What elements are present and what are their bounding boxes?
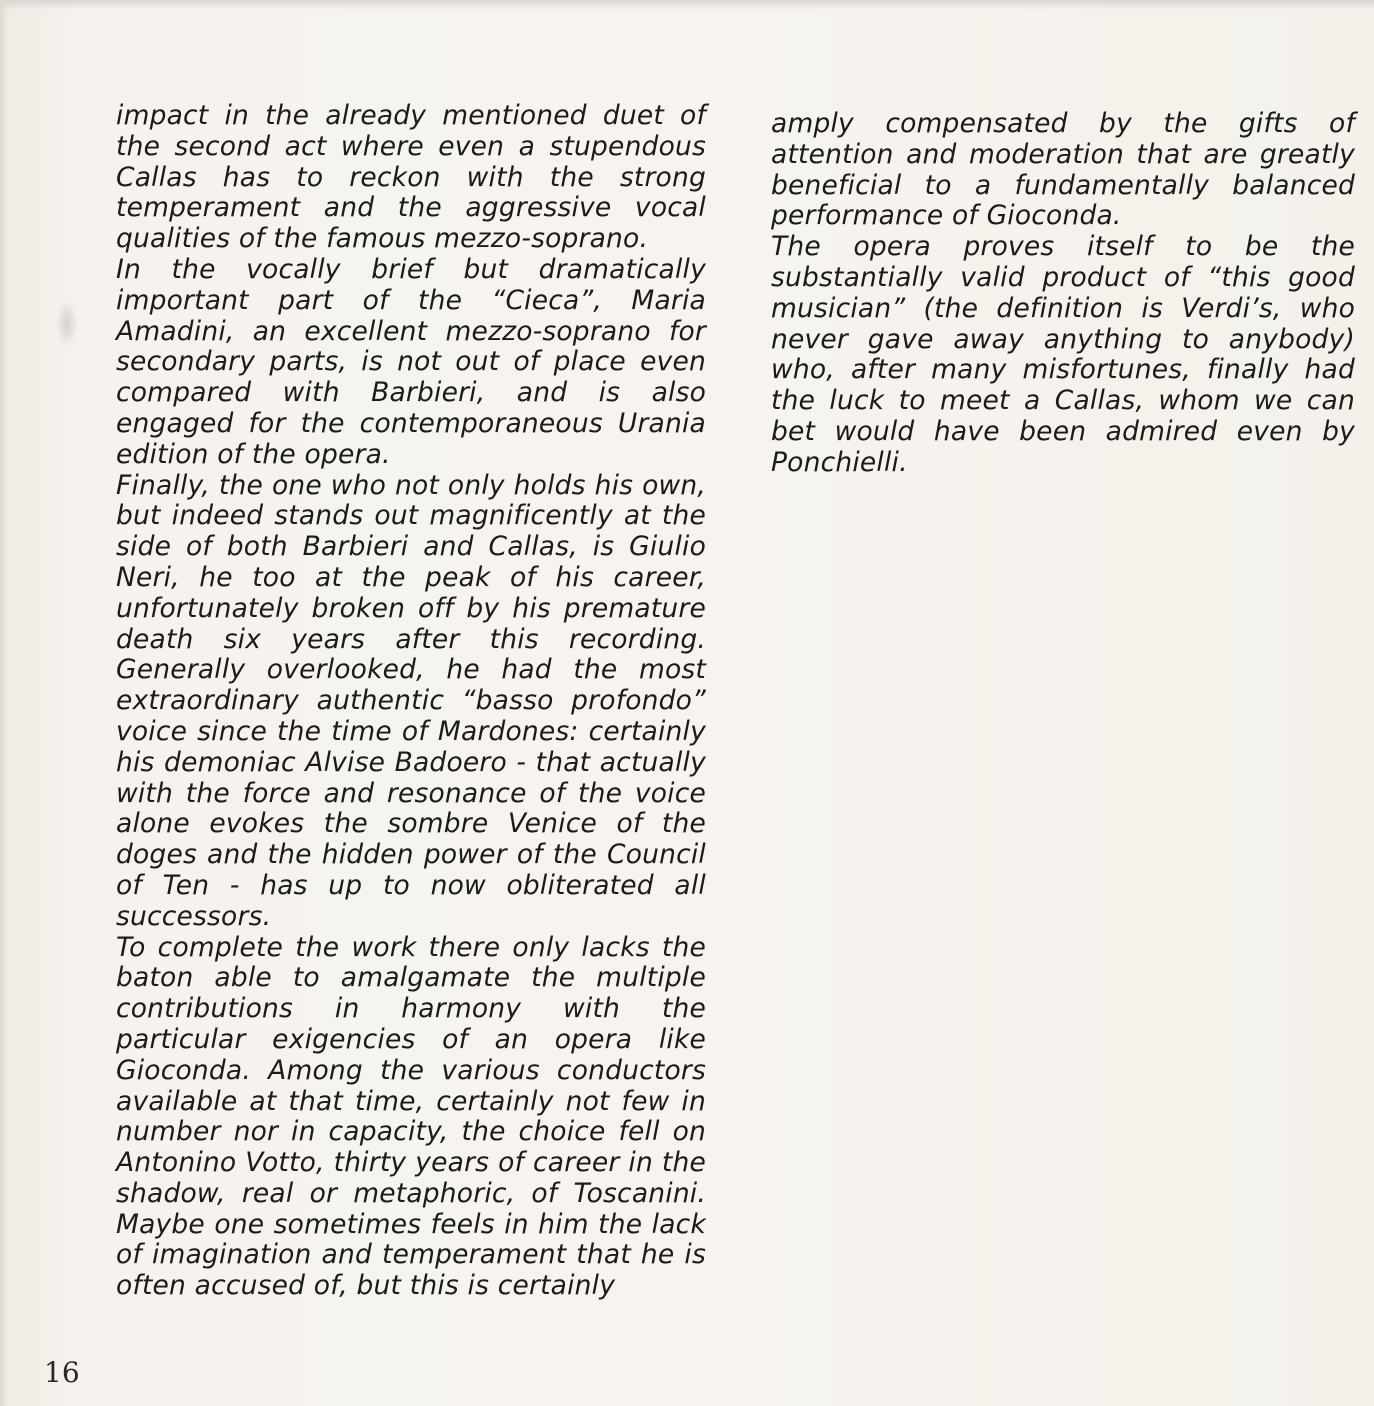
paragraph: amply compensated by the gifts of attention and moderation that are greatly beneficial to a fundamentally balanced performance of Gioconda. [771,108,1355,232]
paragraph: Finally, the one who not only holds his own, but indeed stands out magnificently at the side of both Barbieri and Callas, is Giulio Neri, he too at the peak of his career, unfortunately broken off by his premature death six years after this recording. Generally overlooked, he had the most extraordinary authentic “basso profondo” voice since the time of Mardones: certainly his demoniac Alvise Badoero - that actually with the force and resonance of the voice alone evokes the sombre Venice of the doges and the hidden power of the Council of Ten - has up to now obliterated all successors. [116,469,706,932]
paragraph: The opera proves itself to be the substantially valid product of “this good musician” (the definition is Verdi’s, who never gave away anything to anybody) who, after many misfortunes, finally had the luck to meet a Callas, whom we can bet would have been admired even by Ponchielli. [771,231,1355,478]
right-text-column [771,109,1355,479]
paragraph: To complete the work there only lacks the baton able to amalgamate the multiple contributions in harmony with the particular exigencies of an opera like Gioconda. Among the various conductors available at that time, certainly not few in number nor in capacity, the choice fell on Antonino Votto, thirty years of career in the shadow, real or metaphoric, of Toscanini. Maybe one sometimes feels in him the lack of imagination and temperament that he is often accused of, but this is certainly [116,931,706,1302]
paragraph: impact in the already mentioned duet of the second act where even a stupendous Callas has to reckon with the strong temperament and the aggressive vocal qualities of the famous mezzo-soprano. [116,100,706,255]
page-number: 16 [44,1356,80,1389]
paragraph: In the vocally brief but dramatically important part of the “Cieca”, Maria Amadini, an excellent mezzo-soprano for secondary parts, is not out of place even compared with Barbieri, and is also engaged for the contemporaneous Urania edition of the opera. [116,253,706,470]
left-edge-shadow [0,0,8,1406]
left-text-column [116,101,706,1302]
paper-smudge [56,300,78,348]
top-edge-shadow [0,0,1374,10]
